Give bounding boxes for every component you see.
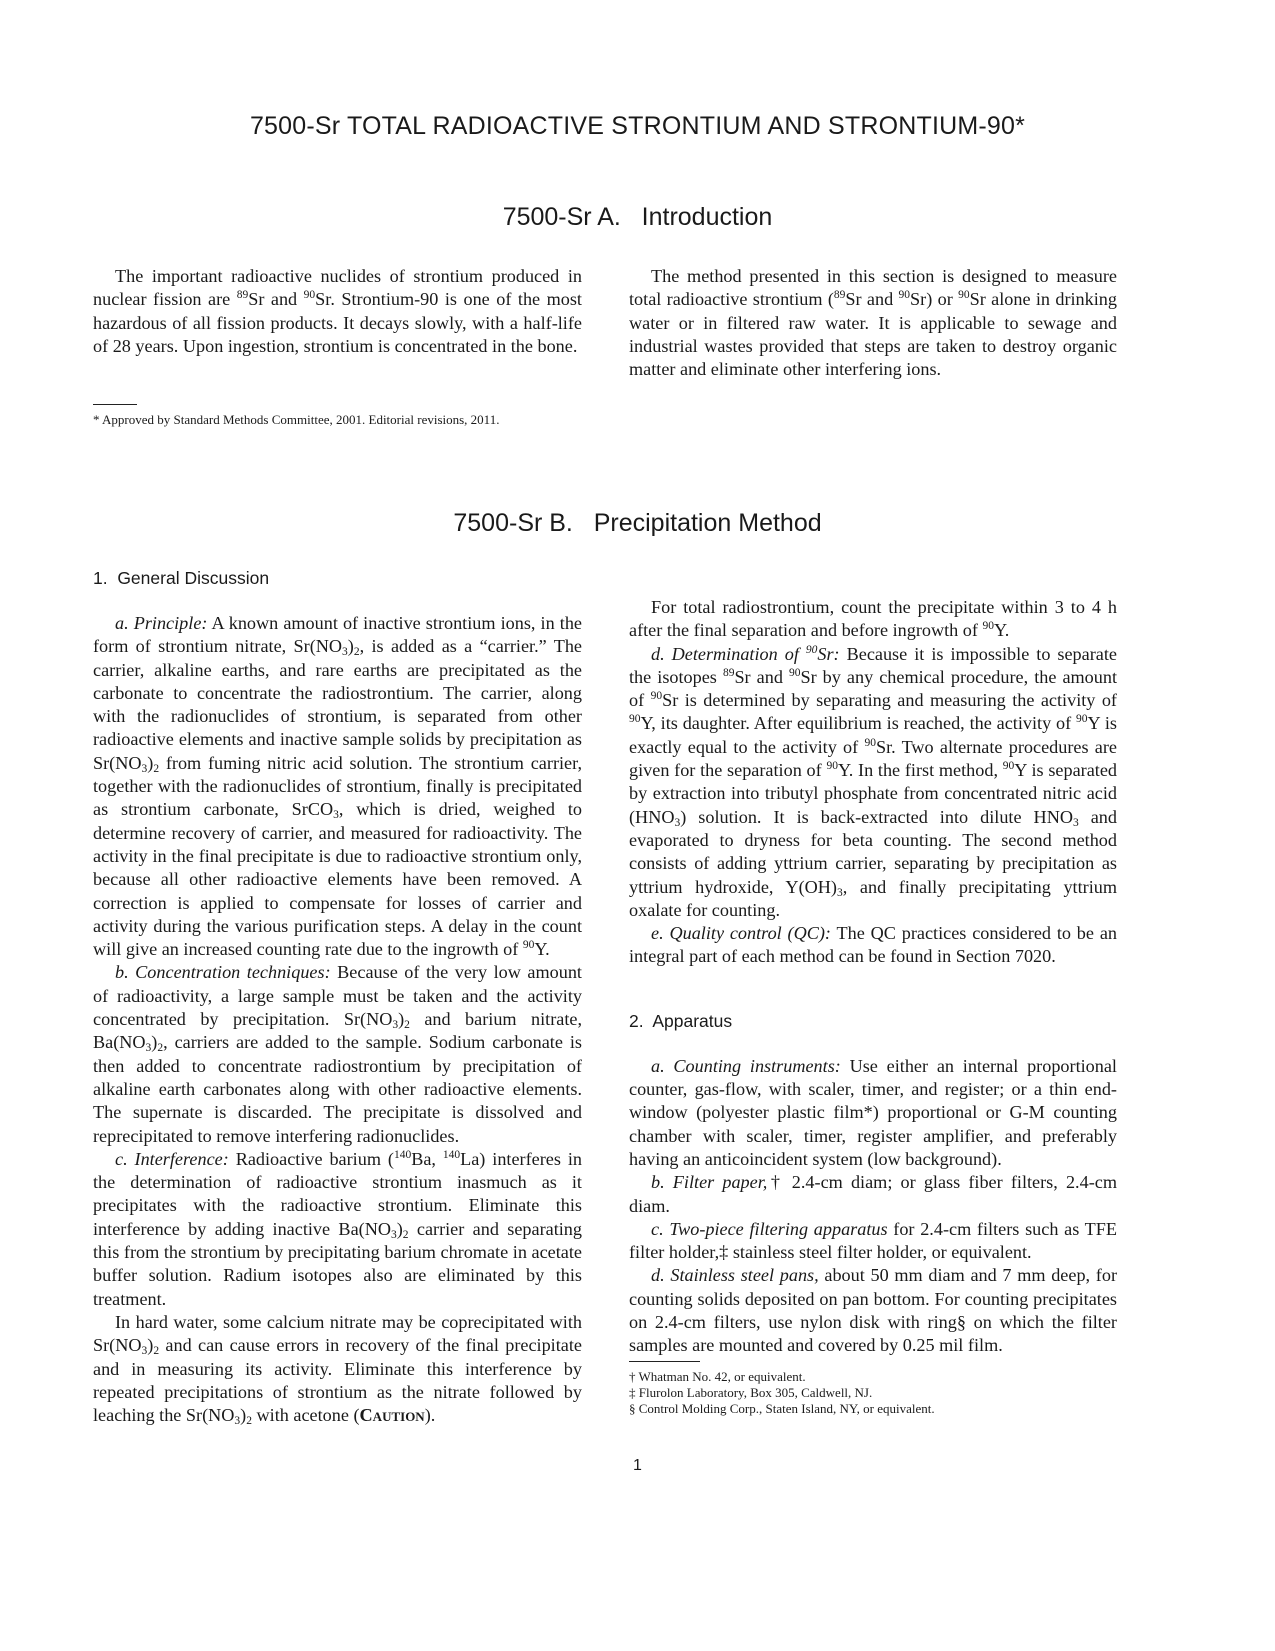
text: Use either an internal proportional counter, gas-flow, with scaler, timer, and register; or a thin end-window (polyester plastic film*) proportional or G-M counting chamber with scaler, timer, register amplifier, and preferably having an anticoincident system (low background). [629, 1055, 1117, 1169]
subscript: 2 [246, 1415, 252, 1428]
page-number: 1 [633, 1457, 642, 1474]
superscript: 90 [982, 620, 995, 633]
text: La) interferes in the determination of radioactive strontium inasmuch as it precipitates with the radioactive strontium. Eliminate this interference by adding inactive Ba(NO [93, 1148, 582, 1239]
general-discussion-heading: 1. General Discussion [93, 568, 270, 588]
text: Y. [994, 620, 1010, 641]
text: about 50 mm diam and 7 mm deep, for counting solids deposited on pan bottom. For counting precipitates on 2.4-cm filters, use nylon disk with ring§ on which the filter samples are mounted and covered by 0.25 mil film. [629, 1265, 1117, 1356]
text: Sr) or [910, 289, 959, 310]
text: A known amount of inactive strontium ions, in the form of strontium nitrate, Sr(NO [93, 613, 582, 657]
subscript: 2 [353, 646, 360, 659]
text: ) [151, 1032, 158, 1053]
principle-paragraph [93, 612, 582, 961]
text: Y is separated by extraction into tributyl phosphate from concentrated nitric acid (HNO [629, 760, 1117, 827]
hard-water-paragraph [93, 1311, 582, 1427]
text: Because it is impossible to separate the isotopes [629, 643, 1117, 687]
text: carrier and separating this from the strontium by precipitating barium chromate in acetate buffer solution. Radium isotopes also are eliminated by this treatment. [93, 1218, 582, 1309]
text: The QC practices considered to be an integral part of each method can be found in Section 7020. [629, 923, 1117, 967]
text: Y is exactly equal to the activity of [629, 713, 1117, 757]
footnote-item: † Whatman No. 42, or equivalent. [629, 1369, 806, 1384]
paragraph-label: c. Interference: [115, 1148, 229, 1169]
text: Sr alone in drinking water or in filtered raw water. It is applicable to sewage and industrial wastes provided that steps are taken to destroy organic matter and eliminate other interfering ions. [629, 289, 1117, 380]
section-a-title: 7500-Sr A. Introduction [502, 203, 773, 231]
superscript: 90 [522, 939, 535, 952]
text: Sr. Two alternate procedures are given for the separation of [629, 736, 1117, 781]
text: ) [396, 1218, 403, 1239]
text: The important radioactive nuclides of strontium produced in nuclear fission are [93, 266, 582, 310]
subscript: 2 [153, 1345, 160, 1358]
text: In hard water, some calcium nitrate may be coprecipitated with Sr(NO [93, 1311, 582, 1356]
text: ) solution. It is back-extracted into dilute HNO [680, 806, 1073, 827]
text: , which is dried, weighed to determine recovery of carrier, and measured for radioactivity. The activity in the final precipitate is due to radioactive strontium only, because all other radioactive elements have been removed. A correction is applied to compensate for losses of carrier and activity during the various purification steps. A delay in the count will give an increased counting rate due to the ingrowth of [93, 799, 582, 960]
subscript: 3 [1072, 816, 1079, 829]
apparatus-heading: 2. Apparatus [629, 1010, 733, 1031]
text: , carriers are added to the sample. Sodium carbonate is then added to concentrate radiostrontium by precipitation of alkaline earth carbonates along with other radioactive elements. The supernate is discarded. The precipitate is dissolved and reprecipitated to remove interfering radionuclides. [93, 1032, 582, 1146]
subscript: 3 [145, 1042, 152, 1055]
superscript: 90 [1002, 760, 1015, 773]
text: ) [398, 1009, 405, 1030]
paragraph-label: b. Filter paper, [651, 1172, 768, 1193]
text: The method presented in this section is designed to measure total radioactive strontium ( [629, 266, 1117, 310]
counting-instruments-paragraph [629, 1055, 1117, 1171]
subscript: 3 [392, 1019, 399, 1032]
paragraph-label: a. Principle: [115, 613, 208, 633]
quality-control-paragraph [629, 922, 1117, 969]
text: Sr and [845, 289, 899, 310]
filtering-apparatus-paragraph [629, 1218, 1117, 1265]
text: , is added as a “carrier.” The carrier, alkaline earths, and rare earths are precipitated as the carbonate to concentrate the radiostrontium. The carrier, along with the radionuclides of strontium, is separated from other radioactive elements and inactive sample solids by precipitation as Sr(NO [93, 636, 582, 773]
text: and can cause errors in recovery of the final precipitate and in measuring its activity. Eliminate this interference by repeated precipitations of strontium as the nitrate followed by leaching the Sr(NO [93, 1335, 582, 1426]
subscript: 3 [836, 886, 843, 899]
superscript: 140 [393, 1148, 412, 1161]
subscript: 2 [402, 1228, 409, 1241]
determination-paragraph [629, 643, 1117, 923]
subscript: 2 [157, 1042, 164, 1055]
superscript: 90 [864, 736, 876, 749]
superscript: 89 [722, 666, 735, 679]
paragraph-label: b. Concentration techniques: [115, 962, 331, 983]
text: Because of the very low amount of radioactivity, a large sample must be taken and the activity concentrated by precipitation. Sr(NO [93, 962, 582, 1030]
footnote-rule [93, 404, 137, 405]
superscript: 90 [958, 289, 970, 302]
superscript: 90 [303, 289, 316, 302]
text: ) [347, 636, 354, 657]
text: Y. In the first method, [837, 760, 1003, 781]
subscript: 3 [141, 1345, 148, 1358]
text: ) [147, 752, 154, 773]
paragraph-label: a. Counting instruments: [651, 1055, 841, 1076]
text: Sr by any chemical procedure, the amount of [629, 666, 1118, 711]
text: Ba, [411, 1148, 443, 1169]
footnote-item: ‡ Flurolon Laboratory, Box 305, Caldwell, NJ. [629, 1385, 873, 1400]
total-radiostrontium-paragraph [629, 596, 1117, 643]
text: Radioactive barium ( [228, 1148, 394, 1169]
text: Sr and [734, 666, 789, 687]
superscript: 90 [805, 643, 818, 656]
text: Sr. Strontium-90 is one of the most hazardous of all fission products. It decays slowly, with a half-life of 28 years. Upon ingestion, strontium is concentrated in the bone. [93, 289, 582, 356]
text: for 2.4-cm filters such as TFE filter holder,‡ stainless steel filter holder, or equivalent. [629, 1218, 1117, 1263]
footnote-item: § Control Molding Corp., Staten Island, NY, or equivalent. [629, 1401, 935, 1416]
text: Y, its daughter. After equilibrium is reached, the activity of [640, 713, 1077, 734]
paragraph-label: e. Quality control (QC): [651, 923, 831, 944]
text: ). [424, 1405, 436, 1426]
superscript: 90 [629, 713, 641, 726]
steel-pans-paragraph [629, 1264, 1117, 1357]
paragraph-label: d. Stainless steel pans, [651, 1265, 819, 1286]
subscript: 2 [404, 1019, 410, 1032]
superscript: 140 [442, 1148, 461, 1161]
text: Sr is determined by separating and measuring the activity of [662, 690, 1117, 711]
text: For total radiostrontium, count the precipitate within 3 to 4 h after the final separation and before ingrowth of [629, 597, 1117, 641]
approval-footnote: * Approved by Standard Methods Committee, 2001. Editorial revisions, 2011. [93, 412, 500, 427]
text: ) [240, 1405, 247, 1426]
subscript: 3 [234, 1415, 241, 1428]
paragraph-label [651, 644, 840, 664]
text: and barium nitrate, Ba(NO [93, 1009, 583, 1053]
caution-label: Caution [359, 1405, 425, 1426]
footnote-rule [629, 1361, 700, 1362]
document-title: 7500-Sr TOTAL RADIOACTIVE STRONTIUM AND STRONTIUM-90* [249, 112, 1026, 140]
section-b-title: 7500-Sr B. Precipitation Method [453, 509, 822, 537]
body-right-column [629, 596, 1117, 1358]
intro-right-paragraph [629, 265, 1117, 381]
text: Sr: [817, 643, 840, 664]
text: † 2.4-cm diam; or glass fiber filters, 2.4-cm diam. [629, 1172, 1117, 1216]
text: from fuming nitric acid solution. The strontium carrier, together with the radionuclides of strontium, finally is precipitated as strontium carbonate, SrCO [93, 752, 582, 820]
interference-paragraph [93, 1148, 582, 1311]
superscript: 90 [898, 289, 911, 302]
filter-paper-paragraph [629, 1171, 1117, 1218]
subscript: 3 [674, 816, 681, 829]
subscript: 2 [153, 762, 160, 775]
concentration-paragraph [93, 961, 582, 1147]
text: ) [147, 1335, 154, 1356]
superscript: 90 [1076, 713, 1088, 726]
apparatus-footnotes [629, 1369, 1117, 1417]
intro-left-paragraph [93, 265, 582, 358]
subscript: 3 [333, 809, 339, 822]
intro-left-column [93, 265, 582, 358]
text: with acetone ( [251, 1405, 360, 1426]
superscript: 90 [650, 690, 663, 703]
text: , and finally precipitating yttrium oxalate for counting. [629, 876, 1118, 920]
subscript: 3 [390, 1228, 397, 1241]
text: Sr and [248, 289, 304, 310]
superscript: 90 [826, 760, 838, 773]
body-left-column [93, 567, 582, 1427]
intro-right-column [629, 265, 1117, 381]
superscript: 90 [788, 666, 801, 679]
text: d. Determination of [651, 643, 806, 664]
superscript: 89 [236, 289, 249, 302]
paragraph-label: c. Two-piece filtering apparatus [651, 1218, 888, 1239]
text: Y. [534, 939, 550, 960]
text: and evaporated to dryness for beta counting. The second method consists of adding yttrium carrier, separating by precipitation as yttrium hydroxide, Y(OH) [629, 806, 1117, 897]
subscript: 3 [342, 646, 348, 659]
superscript: 89 [833, 289, 846, 302]
subscript: 3 [141, 762, 148, 775]
